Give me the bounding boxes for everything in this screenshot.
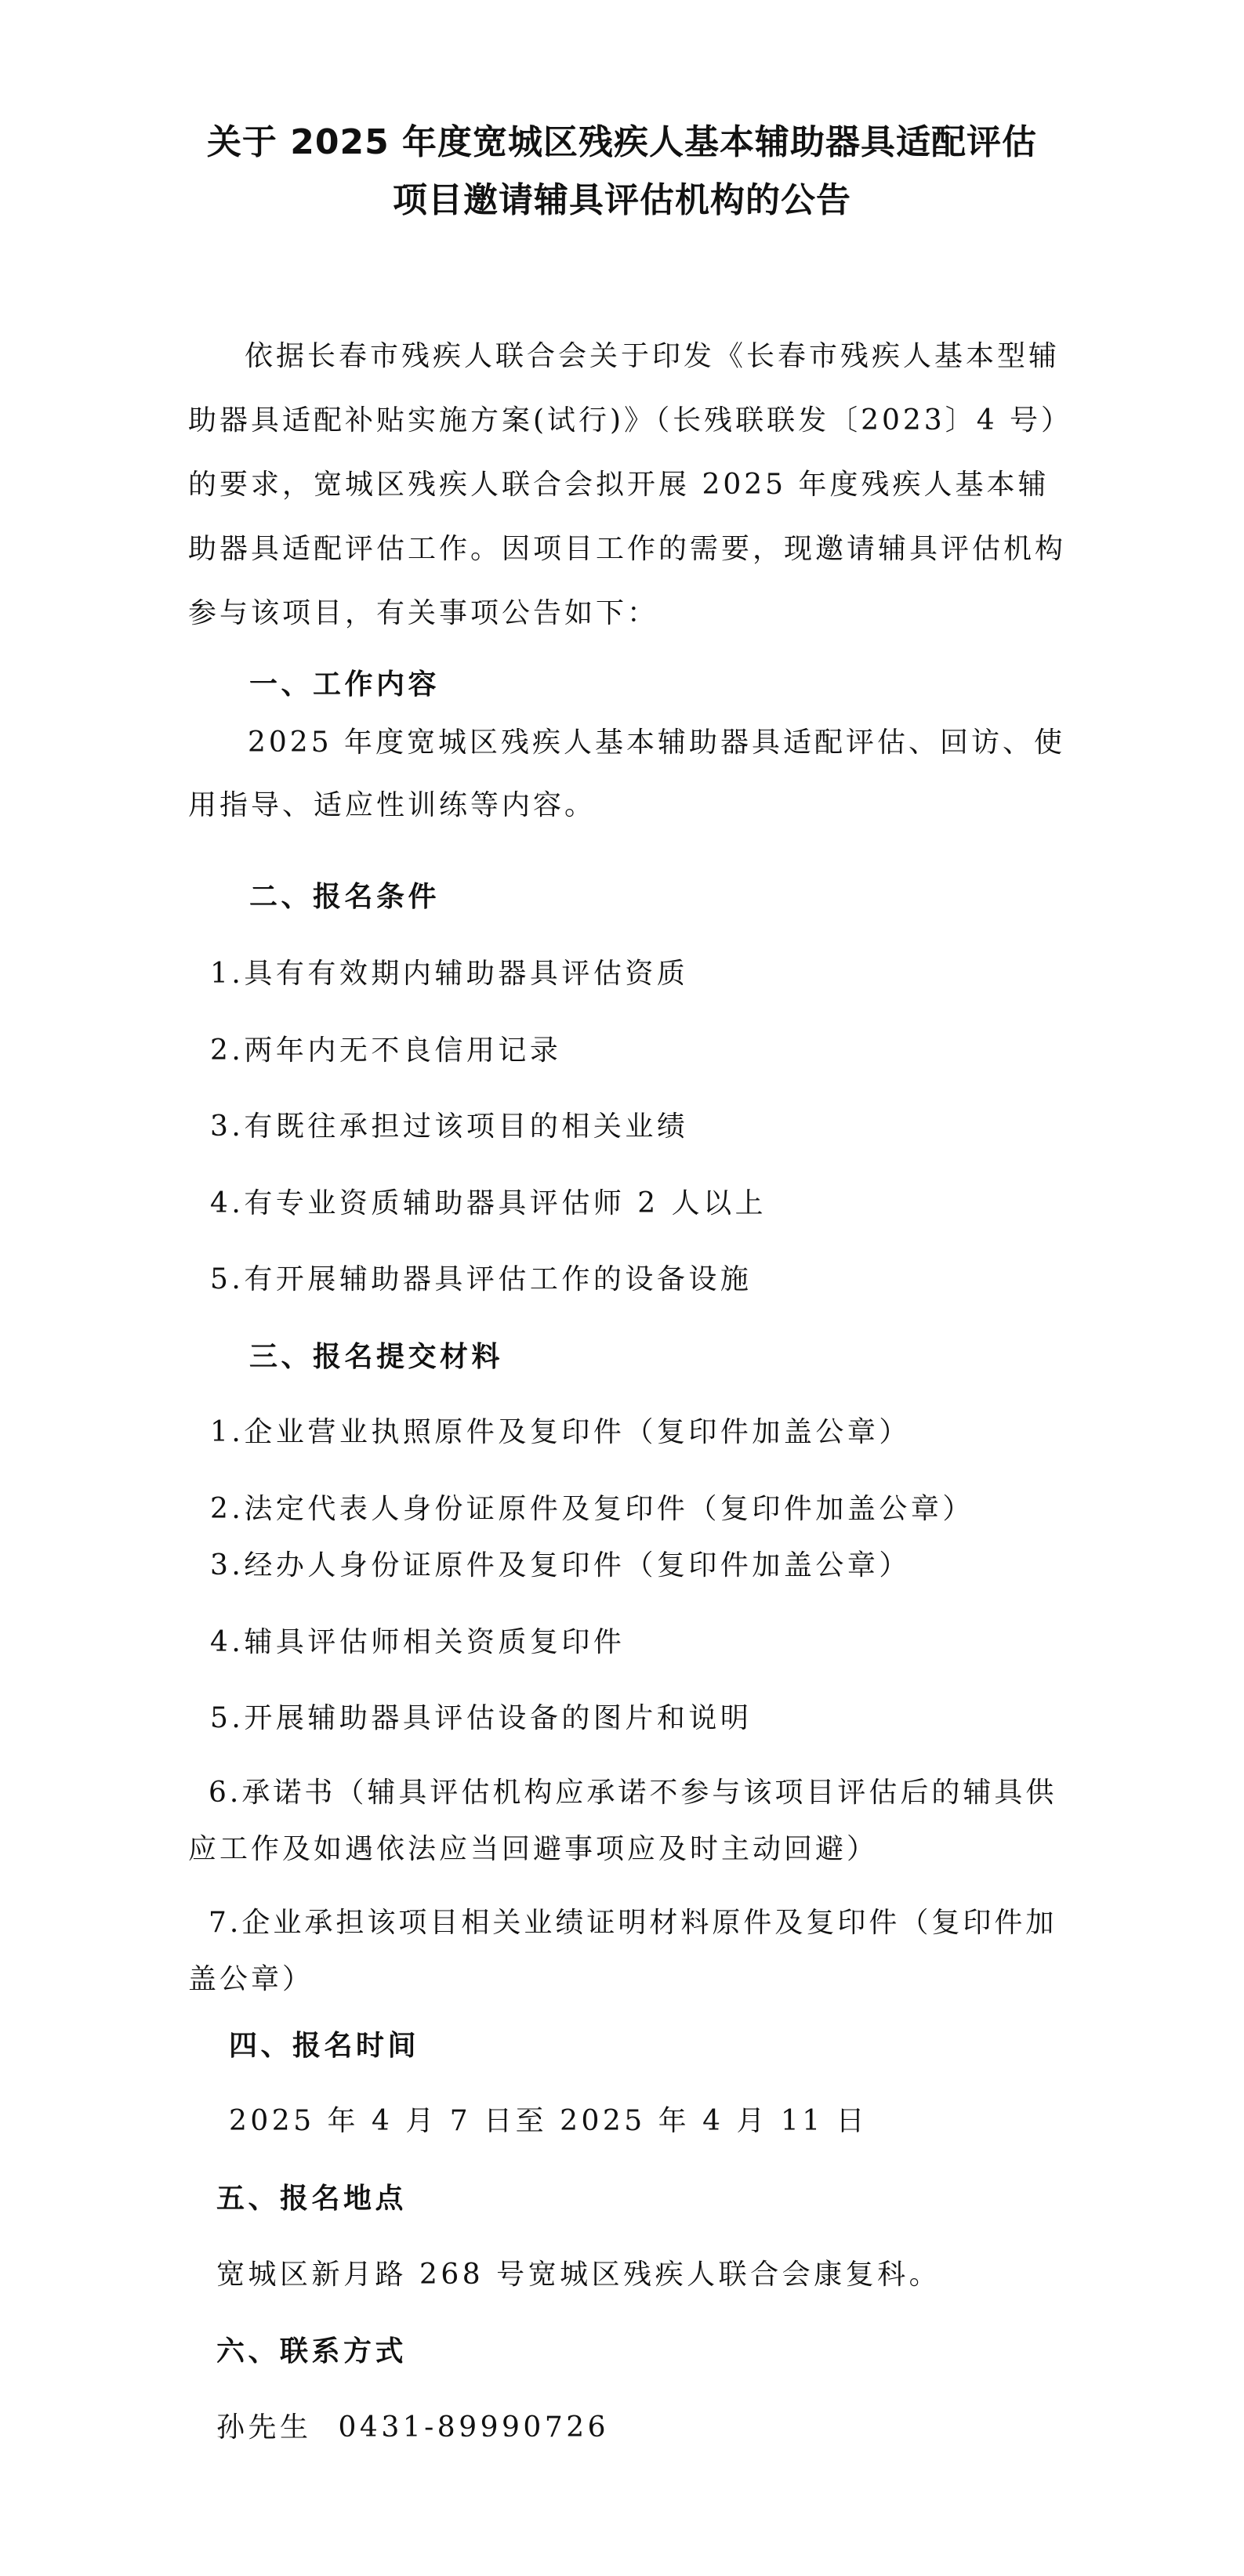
condition-item: 5.有开展辅助器具评估工作的设备设施 <box>210 1263 753 1295</box>
registration-time: 2025 年 4 月 7 日至 2025 年 4 月 11 日 <box>229 2105 869 2137</box>
condition-item: 2.两年内无不良信用记录 <box>210 1034 562 1067</box>
section-2-heading: 二、报名条件 <box>249 880 441 913</box>
material-item <box>188 1765 1058 1878</box>
material-item: 3.经办人身份证原件及复印件（复印件加盖公章） <box>210 1549 911 1581</box>
section-6-heading: 六、联系方式 <box>216 2335 408 2368</box>
material-item: 4.辅具评估师相关资质复印件 <box>210 1626 626 1658</box>
material-item-text: 7.企业承担该项目相关业绩证明材料原件及复印件（复印件加盖公章） <box>188 1907 1057 1995</box>
intro-text: 依据长春市残疾人联合会关于印发《长春市残疾人基本型辅助器具适配补贴实施方案(试行)》（长残联联发〔2023〕4 号）的要求，宽城区残疾人联合会拟开展 2025 年度残疾人基本辅助器具适配评估工作。因项目工作的需要，现邀请辅具评估机构参与该项目，有关事项公告如下： <box>188 340 1067 629</box>
contact-line <box>216 2411 610 2444</box>
document-title-line-2: 项目邀请辅具评估机构的公告 <box>393 180 851 220</box>
intro-paragraph <box>188 324 1066 646</box>
contact-phone: 0431-89990726 <box>338 2411 610 2444</box>
material-item-text: 6.承诺书（辅具评估机构应承诺不参与该项目评估后的辅具供应工作及如遇依法应当回避事项应及时主动回避） <box>188 1777 1057 1865</box>
condition-item: 4.有专业资质辅助器具评估师 2 人以上 <box>210 1187 767 1219</box>
section-3-heading: 三、报名提交材料 <box>249 1340 504 1373</box>
condition-item: 1.具有有效期内辅助器具评估资质 <box>210 958 689 990</box>
document-title-line-1: 关于 2025 年度宽城区残疾人基本辅助器具适配评估 <box>206 122 1038 162</box>
material-item: 5.开展辅助器具评估设备的图片和说明 <box>210 1702 753 1734</box>
section-4-heading: 四、报名时间 <box>229 2029 420 2062</box>
material-item <box>188 1895 1058 2008</box>
section-1-body-text: 2025 年度宽城区残疾人基本辅助器具适配评估、回访、使用指导、适应性训练等内容。 <box>188 726 1066 821</box>
material-item: 1.企业营业执照原件及复印件（复印件加盖公章） <box>210 1416 911 1448</box>
section-5-heading: 五、报名地点 <box>216 2182 408 2215</box>
registration-location: 宽城区新月路 268 号宽城区残疾人联合会康复科。 <box>216 2259 941 2291</box>
material-item: 2.法定代表人身份证原件及复印件（复印件加盖公章） <box>210 1493 974 1525</box>
section-1-body <box>188 712 1066 837</box>
contact-name: 孙先生 <box>216 2411 312 2444</box>
section-1-heading: 一、工作内容 <box>249 668 441 701</box>
condition-item: 3.有既往承担过该项目的相关业绩 <box>210 1110 689 1143</box>
